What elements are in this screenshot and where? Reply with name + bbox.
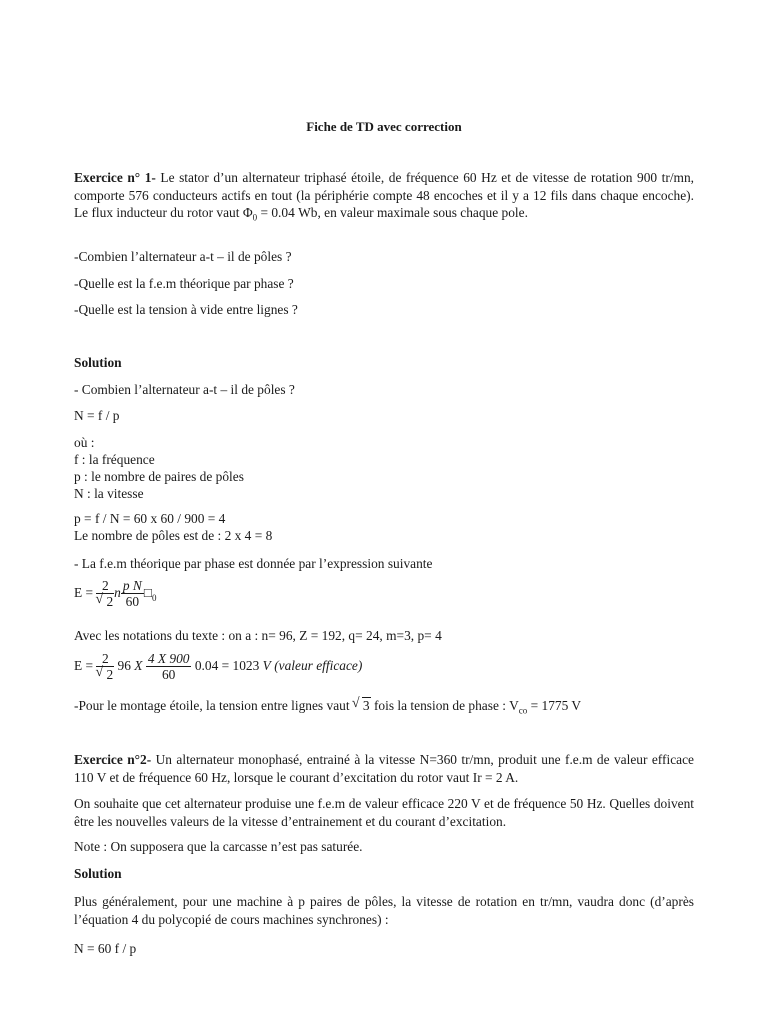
- exercise-2-body: Un alternateur monophasé, entrainé à la vitesse N=360 tr/mn, produit une f.e.m de valeur efficace 110 V et de fréquence 60 Hz, lorsque le courant d’excitation du rotor vaut Ir = 2 A.: [74, 752, 694, 785]
- exercise-1-statement: [74, 169, 694, 227]
- star-sub: co: [518, 705, 528, 716]
- star-pre: -Pour le montage étoile, la tension entre lignes vaut: [74, 698, 353, 713]
- star-rad: 3: [362, 698, 370, 713]
- fem-numeric-equation: [74, 651, 362, 683]
- eq2-lhs: E =: [74, 658, 94, 674]
- eq2-num-1: 2: [96, 651, 114, 667]
- eq2-x: X: [134, 658, 143, 674]
- pole-pairs-calc: p = f / N = 60 x 60 / 900 = 4: [74, 511, 226, 526]
- definition-p: p : le nombre de paires de pôles: [74, 469, 244, 484]
- star-voltage-line: [74, 697, 581, 720]
- eq1-sqrt: [96, 594, 114, 610]
- notations-line: Avec les notations du texte : on a : n= 96, Z = 192, q= 24, m=3, p= 4: [74, 628, 442, 643]
- eq2-num-2: 4 X 900: [147, 651, 190, 666]
- solution-2-paragraph: Plus généralement, pour une machine à p paires de pôles, la vitesse de rotation en tr/mn, vaudra donc (d’après l’équation 4 du polycopié de cours machines synchrones) :: [74, 894, 694, 927]
- eq1-frac-1: [96, 578, 114, 610]
- star-end: = 1775 V: [527, 698, 582, 713]
- eq1-den-1: 2: [106, 594, 114, 609]
- eq1-n: n: [114, 585, 121, 601]
- exercise-1-body: Le stator d’un alternateur triphasé étoile, de fréquence 60 Hz et de vitesse de rotation 900 tr/mn, comporte 576 conducteurs actifs en tout (la périphérie compte 48 encoches et il y a 12 fils dans chaque encoche). Le flux inducteur du rotor vaut Φ: [74, 170, 694, 220]
- definition-f: f : la fréquence: [74, 452, 155, 467]
- eq1-phi-sub: 0: [151, 592, 157, 603]
- exercise-2-paragraph-2: On souhaite que cet alternateur produise une f.e.m de valeur efficace 220 V et de fréquence 50 Hz. Quelles doivent être les nouvelles valeurs de la vitesse d’entrainement et du courant d’excitation.: [74, 796, 694, 829]
- eq1-den-2: 60: [125, 594, 140, 609]
- where-label: où :: [74, 435, 95, 450]
- eq2-den-2: 60: [161, 667, 176, 682]
- eq2-frac-2: [146, 651, 192, 683]
- exercise-2-note: Note : On supposera que la carcasse n’est pas saturée.: [74, 839, 363, 854]
- fem-equation: [74, 578, 156, 610]
- solution-2-heading: Solution: [74, 866, 122, 881]
- question-1: -Combien l’alternateur a-t – il de pôles ?: [74, 249, 292, 264]
- eq1-lhs: E =: [74, 585, 94, 601]
- eq2-sqrt: [96, 667, 114, 683]
- eq1-frac-2: [121, 578, 144, 610]
- solution-1-question: - Combien l’alternateur a-t – il de pôles ?: [74, 382, 295, 397]
- eq2-paren: (valeur efficace): [274, 658, 363, 674]
- exercise-2-label: Exercice n°2-: [74, 752, 152, 767]
- exercise-1-label: Exercice n° 1-: [74, 170, 156, 185]
- speed-formula: N = f / p: [74, 408, 120, 423]
- star-mid: fois la tension de phase : V: [370, 698, 519, 713]
- eq2-den-1: 2: [106, 667, 114, 682]
- exercise-2-statement: [74, 751, 694, 786]
- eq2-rest: 0.04 = 1023: [194, 658, 260, 674]
- solution-2-formula: N = 60 f / p: [74, 941, 137, 956]
- fem-intro: - La f.e.m théorique par phase est donnée par l’expression suivante: [74, 556, 433, 571]
- question-2: -Quelle est la f.e.m théorique par phase ?: [74, 276, 294, 291]
- eq1-num-1: 2: [96, 578, 114, 594]
- flux-subscript: 0: [252, 212, 258, 223]
- poles-count: Le nombre de pôles est de : 2 x 4 = 8: [74, 528, 273, 543]
- eq2-frac-1: [96, 651, 114, 683]
- definition-n: N : la vitesse: [74, 486, 144, 501]
- eq1-num-2: p N: [122, 578, 142, 593]
- exercise-1-body-end: = 0.04 Wb, en valeur maximale sous chaque pole.: [257, 205, 528, 220]
- solution-1-heading: Solution: [74, 355, 122, 370]
- eq1-phi: □: [143, 585, 152, 601]
- question-3: -Quelle est la tension à vide entre lignes ?: [74, 302, 298, 317]
- eq2-unit: V: [262, 658, 271, 674]
- sqrt-3: [353, 697, 371, 714]
- eq2-coef: 96: [117, 658, 131, 674]
- page-title: Fiche de TD avec correction: [306, 119, 462, 134]
